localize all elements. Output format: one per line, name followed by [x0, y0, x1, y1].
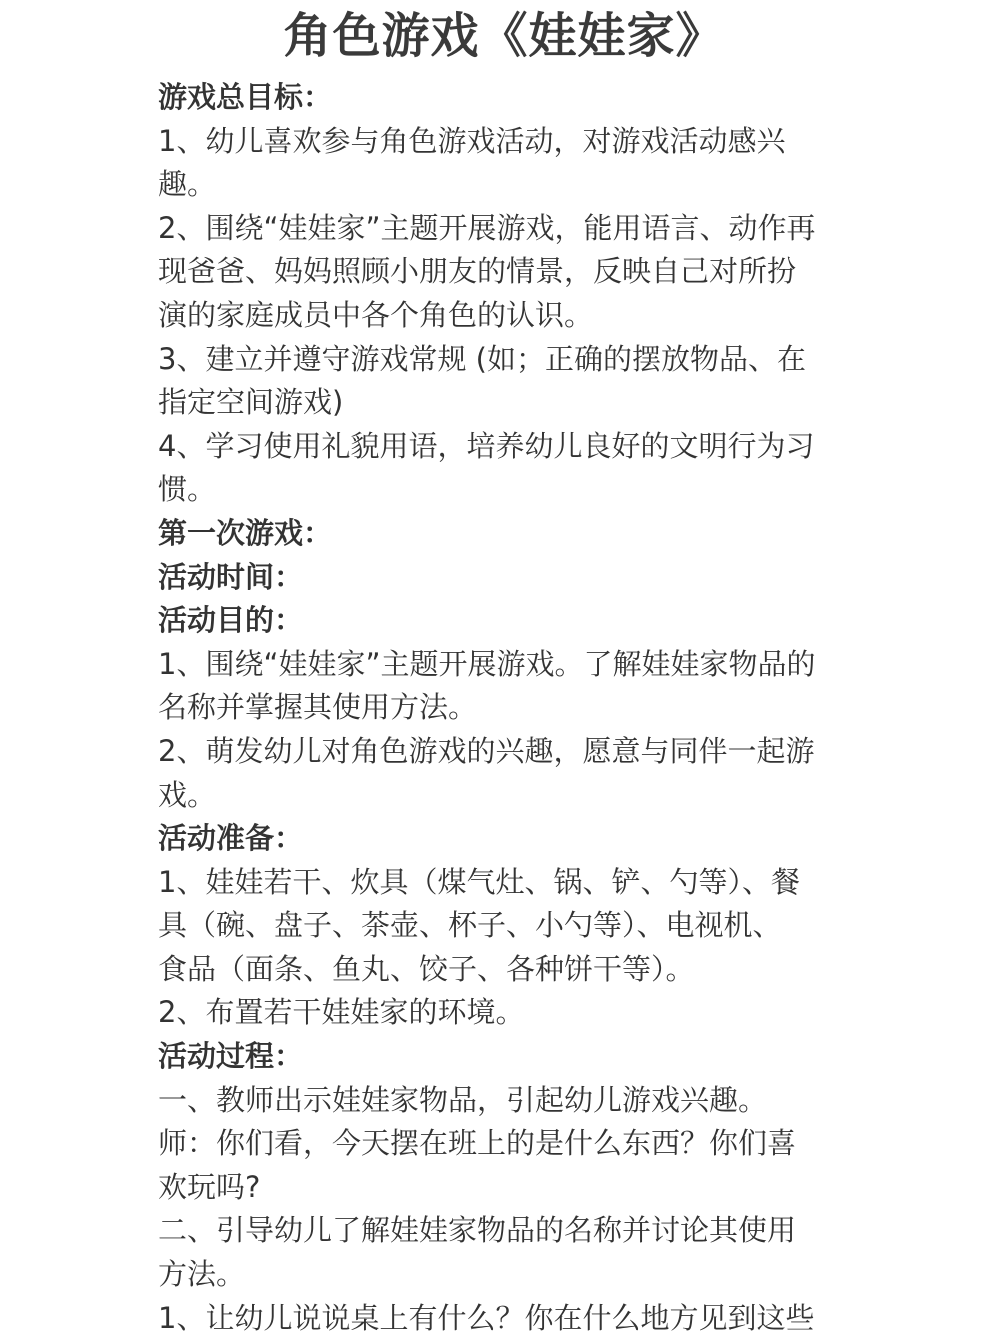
process-step-1: 一、教师出示娃娃家物品，引起幼儿游戏兴趣。 [158, 1082, 768, 1117]
goal-4-line-2: 惯。 [158, 472, 217, 507]
purpose-1-line-1: 1、围绕“娃娃家”主题开展游戏。了解娃娃家物品的 [158, 646, 816, 681]
document-body [158, 76, 858, 1340]
preparation-2-line-1: 2、布置若干娃娃家的环境。 [158, 995, 525, 1030]
document-title: 角色游戏《娃娃家》 [283, 8, 725, 64]
purpose-1-line-2: 名称并掌握其使用方法。 [158, 690, 478, 725]
goal-2-line-3: 演的家庭成员中各个角色的认识。 [158, 297, 594, 332]
section-heading-activity-process: 活动过程： [158, 1039, 304, 1074]
section-heading-first-game: 第一次游戏： [158, 515, 333, 550]
process-substep-1-line-1: 1、让幼儿说说桌上有什么？你在什么地方见到这些 [158, 1300, 815, 1335]
goal-3-line-2: 指定空间游戏) [158, 385, 344, 420]
preparation-1-line-3: 食品（面条、鱼丸、饺子、各种饼干等）。 [158, 951, 695, 986]
section-heading-game-goals: 游戏总目标： [158, 80, 333, 114]
preparation-1-line-1: 1、娃娃若干、炊具（煤气灶、锅、铲、勺等）、餐 [158, 864, 800, 899]
purpose-2-line-2: 戏。 [158, 777, 217, 812]
purpose-2-line-1: 2、萌发幼儿对角色游戏的兴趣，愿意与同伴一起游 [158, 733, 815, 768]
goal-1-line-2: 趣。 [158, 167, 217, 202]
process-step-2-line-1: 二、引导幼儿了解娃娃家物品的名称并讨论其使用 [158, 1213, 797, 1248]
goal-1-line-1: 1、幼儿喜欢参与角色游戏活动，对游戏活动感兴 [158, 123, 786, 158]
goal-4-line-1: 4、学习使用礼貌用语，培养幼儿良好的文明行为习 [158, 428, 815, 463]
section-heading-activity-time: 活动时间： [158, 559, 304, 594]
section-heading-activity-purpose: 活动目的： [158, 603, 304, 638]
process-step-2-line-2: 方法。 [158, 1257, 246, 1292]
goal-2-line-2: 现爸爸、妈妈照顾小朋友的情景，反映自己对所扮 [158, 254, 797, 289]
teacher-dialogue-line-2: 欢玩吗? [158, 1169, 261, 1204]
section-heading-activity-preparation: 活动准备： [158, 821, 304, 856]
goal-3-line-1: 3、建立并遵守游戏常规 (如；正确的摆放物品、在 [158, 341, 806, 376]
goal-2-line-1: 2、围绕“娃娃家”主题开展游戏，能用语言、动作再 [158, 210, 816, 245]
preparation-1-line-2: 具（碗、盘子、茶壶、杯子、小勺等）、电视机、 [158, 908, 782, 943]
teacher-dialogue-line-1: 师：你们看，今天摆在班上的是什么东西？你们喜 [158, 1126, 797, 1161]
